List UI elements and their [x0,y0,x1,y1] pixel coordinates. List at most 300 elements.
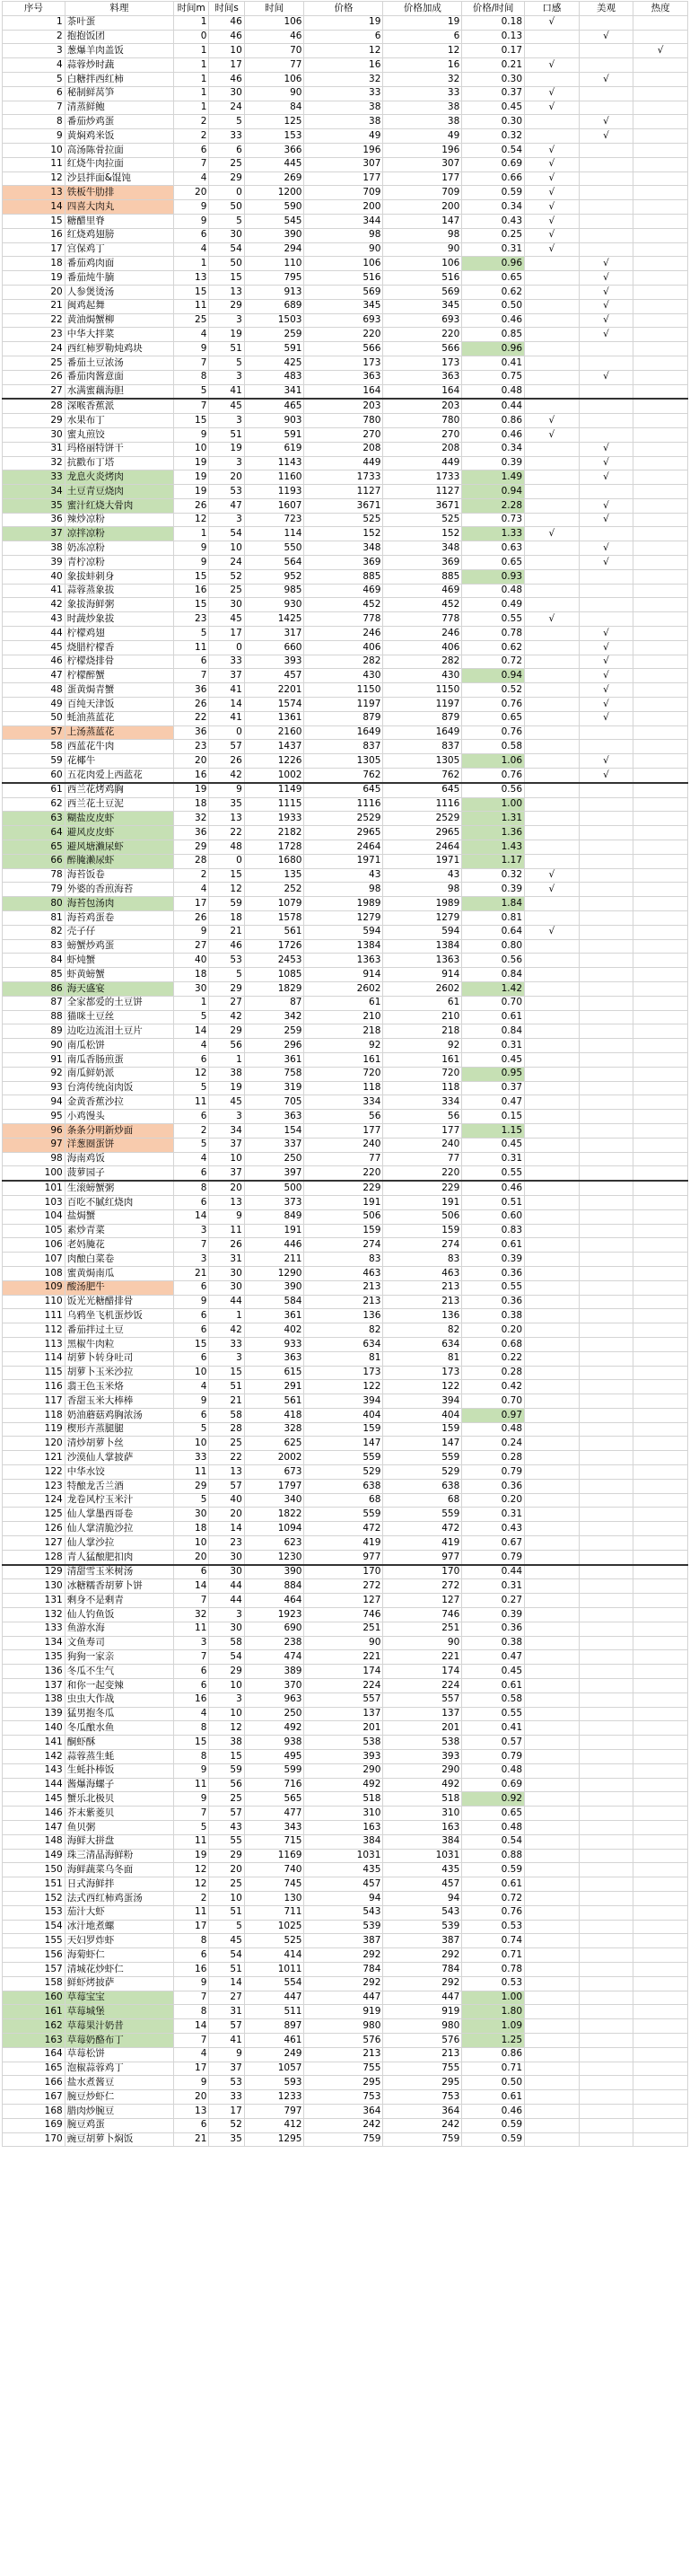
cell-heat [633,1763,688,1778]
cell-taste [525,2104,580,2118]
cell-heat [633,2033,688,2047]
cell-time-min: 1 [173,58,208,73]
cell-price-bonus: 449 [383,456,462,470]
cell-price-per-time: 0.58 [462,1692,525,1707]
cell-time-min: 2 [173,115,208,129]
cell-time: 525 [244,1934,304,1948]
cell-looks [579,1920,633,1934]
cell-time-sec: 31 [209,2005,244,2019]
cell-time-min: 9 [173,925,208,939]
cell-price-per-time: 0.20 [462,1493,525,1508]
cell-looks [579,1479,633,1493]
cell-heat [633,1792,688,1807]
cell-time-min: 36 [173,683,208,698]
cell-price-per-time: 0.41 [462,1721,525,1736]
cell-price-per-time: 1.84 [462,897,525,911]
cell-time-sec: 5 [209,356,244,370]
cell-index: 136 [3,1665,66,1679]
cell-price: 1363 [304,954,383,968]
table-row [3,1948,688,1963]
table-row [3,30,688,44]
cell-dish: 番茄炒鸡蛋 [65,115,173,129]
cell-time-min: 9 [173,342,208,356]
cell-price-bonus: 539 [383,1920,462,1934]
cell-time-sec: 25 [209,1877,244,1892]
cell-price-bonus: 755 [383,2062,462,2076]
cell-heat [633,257,688,271]
cell-price-per-time: 2.28 [462,498,525,513]
cell-price-per-time: 1.42 [462,981,525,996]
cell-price-per-time: 0.57 [462,1736,525,1750]
table-row [3,1010,688,1024]
cell-dish: 象拔蚌刺身 [65,569,173,584]
cell-looks [579,414,633,428]
cell-time-min: 15 [173,598,208,612]
table-row [3,854,688,868]
cell-looks [579,2076,633,2090]
cell-price: 406 [304,640,383,655]
cell-dish: 冬瓜不生气 [65,1665,173,1679]
cell-dish: 老妈腌花 [65,1238,173,1253]
cell-dish: 糊盐皮皮虾 [65,812,173,826]
cell-time-sec: 46 [209,15,244,30]
cell-dish: 高汤陈骨拉面 [65,143,173,157]
cell-taste [525,1010,580,1024]
cell-time-min: 6 [173,143,208,157]
cell-price-per-time: 0.56 [462,783,525,797]
cell-taste [525,485,580,499]
cell-heat [633,1920,688,1934]
cell-taste [525,2062,580,2076]
cell-time: 1094 [244,1522,304,1536]
cell-time: 414 [244,1948,304,1963]
cell-price-per-time: 0.64 [462,925,525,939]
cell-taste [525,1565,580,1579]
header-time-min: 时间m [173,2,208,16]
cell-price: 2602 [304,981,383,996]
cell-dish: 中华水饺 [65,1465,173,1480]
cell-dish: 青人猛酿肥扣肉 [65,1550,173,1564]
cell-price: 430 [304,669,383,683]
cell-index: 5 [3,72,66,86]
cell-time: 1002 [244,769,304,783]
cell-looks [579,1253,633,1267]
cell-taste [525,655,580,669]
cell-index: 116 [3,1380,66,1394]
cell-dish: 盐焗蟹 [65,1209,173,1224]
cell-index: 23 [3,328,66,342]
cell-dish: 闽鸡起舞 [65,299,173,313]
cell-time: 1115 [244,797,304,812]
cell-dish: 沙县拌面&馄饨 [65,171,173,186]
cell-looks [579,58,633,73]
cell-price: 56 [304,1110,383,1124]
cell-heat [633,1351,688,1366]
table-row [3,698,688,712]
cell-looks [579,1665,633,1679]
cell-looks: √ [579,669,633,683]
cell-index: 83 [3,939,66,954]
table-row [3,342,688,356]
cell-price: 229 [304,1181,383,1195]
cell-looks [579,1110,633,1124]
cell-dish: 小鸡馒头 [65,1110,173,1124]
cell-price-per-time: 0.78 [462,627,525,641]
cell-price: 221 [304,1650,383,1665]
cell-time-sec: 35 [209,2132,244,2147]
table-row [3,1067,688,1081]
cell-price: 780 [304,414,383,428]
cell-looks [579,2033,633,2047]
cell-time-sec: 37 [209,1138,244,1152]
cell-time-min: 26 [173,911,208,926]
cell-taste [525,1238,580,1253]
cell-index: 158 [3,1976,66,1991]
cell-price-per-time: 0.20 [462,1323,525,1338]
cell-time: 153 [244,129,304,144]
cell-index: 37 [3,527,66,541]
table-row [3,1750,688,1764]
cell-price-bonus: 203 [383,399,462,413]
cell-looks [579,1451,633,1465]
header-row [3,2,688,16]
cell-dish: 奶油蘑菇鸡胸浓汤 [65,1408,173,1422]
cell-time-sec: 26 [209,1238,244,1253]
cell-price-bonus: 1649 [383,725,462,740]
cell-dish: 奶冻凉粉 [65,541,173,556]
cell-time: 690 [244,1622,304,1636]
cell-price-per-time: 0.61 [462,1238,525,1253]
cell-heat [633,1707,688,1721]
cell-price-per-time: 0.30 [462,72,525,86]
cell-time-min: 16 [173,1692,208,1707]
cell-dish: 沙漠仙人掌披萨 [65,1451,173,1465]
cell-time-min: 22 [173,711,208,725]
cell-dish: 醉腌濑尿虾 [65,854,173,868]
cell-index: 48 [3,683,66,698]
cell-time: 130 [244,1891,304,1905]
cell-time-sec: 33 [209,129,244,144]
cell-time-min: 6 [173,1195,208,1209]
cell-price-per-time: 0.76 [462,769,525,783]
cell-time-sec: 13 [209,812,244,826]
cell-price: 127 [304,1594,383,1608]
cell-dish: 黄焖鸡米饭 [65,129,173,144]
cell-taste [525,1266,580,1280]
cell-price-bonus: 919 [383,2005,462,2019]
cell-time-sec: 0 [209,725,244,740]
cell-time: 615 [244,1366,304,1380]
cell-looks [579,1778,633,1792]
cell-price-bonus: 472 [383,1522,462,1536]
cell-time-sec: 19 [209,328,244,342]
cell-time-min: 11 [173,1465,208,1480]
cell-dish: 蜜汁红烧大骨肉 [65,498,173,513]
table-row [3,1622,688,1636]
cell-heat [633,2005,688,2019]
table-row [3,711,688,725]
cell-price-per-time: 0.79 [462,1550,525,1564]
cell-dish: 蜜黄焗南瓜 [65,1266,173,1280]
cell-heat [633,414,688,428]
cell-time: 249 [244,2047,304,2062]
table-row [3,1408,688,1422]
table-row [3,427,688,442]
cell-price: 529 [304,1465,383,1480]
cell-heat [633,498,688,513]
cell-time-min: 20 [173,2090,208,2105]
cell-time-min: 16 [173,1962,208,1976]
cell-price-bonus: 173 [383,1366,462,1380]
cell-time-sec: 31 [209,1253,244,1267]
cell-dish: 秘制鲜莴笋 [65,86,173,101]
cell-time-min: 30 [173,1508,208,1522]
cell-price-bonus: 159 [383,1422,462,1437]
table-row [3,840,688,855]
table-row [3,541,688,556]
cell-dish: 鱼游水海 [65,1622,173,1636]
cell-dish: 清炒胡萝卜丝 [65,1437,173,1451]
cell-looks [579,143,633,157]
cell-taste [525,129,580,144]
cell-time-min: 7 [173,1650,208,1665]
cell-dish: 金黄香蕉沙拉 [65,1095,173,1110]
table-row [3,186,688,200]
cell-time: 446 [244,1238,304,1253]
cell-heat [633,556,688,570]
cell-looks: √ [579,498,633,513]
cell-price-per-time: 0.30 [462,115,525,129]
cell-taste [525,1679,580,1693]
cell-price-per-time: 0.54 [462,1834,525,1849]
cell-price-per-time: 0.55 [462,1280,525,1295]
cell-index: 123 [3,1479,66,1493]
cell-price-per-time: 0.59 [462,2132,525,2147]
cell-index: 114 [3,1351,66,1366]
cell-time-min: 4 [173,242,208,257]
cell-time-sec: 6 [209,143,244,157]
cell-time: 795 [244,271,304,286]
cell-time-min: 19 [173,485,208,499]
cell-heat [633,1309,688,1323]
cell-price: 759 [304,2132,383,2147]
cell-price-per-time: 0.45 [462,1665,525,1679]
cell-price-bonus: 452 [383,598,462,612]
cell-price-per-time: 0.34 [462,442,525,456]
cell-time: 474 [244,1650,304,1665]
cell-taste [525,257,580,271]
cell-looks [579,1750,633,1764]
cell-time-sec: 30 [209,1550,244,1564]
cell-price-bonus: 246 [383,627,462,641]
cell-heat [633,1451,688,1465]
cell-heat [633,598,688,612]
cell-dish: 草莓奶酪布丁 [65,2033,173,2047]
cell-time: 1230 [244,1550,304,1564]
cell-heat [633,356,688,370]
cell-price-per-time: 0.37 [462,1081,525,1095]
cell-price-bonus: 147 [383,1437,462,1451]
cell-index: 64 [3,826,66,840]
cell-looks [579,1792,633,1807]
cell-time: 154 [244,1123,304,1138]
cell-taste [525,1394,580,1409]
cell-looks [579,1565,633,1579]
cell-time-min: 7 [173,1991,208,2005]
table-row [3,1095,688,1110]
table-row [3,1323,688,1338]
cell-taste [525,1209,580,1224]
cell-price: 1649 [304,725,383,740]
cell-time: 296 [244,1039,304,1053]
cell-price-bonus: 224 [383,1679,462,1693]
cell-taste [525,1408,580,1422]
cell-time: 269 [244,171,304,186]
cell-dish: 豌豆胡萝卜焖饭 [65,2132,173,2147]
cell-time: 625 [244,1437,304,1451]
cell-price-bonus: 406 [383,640,462,655]
cell-taste [525,313,580,328]
table-row [3,157,688,171]
cell-looks [579,1209,633,1224]
cell-time: 461 [244,2033,304,2047]
cell-heat [633,485,688,499]
cell-price-bonus: 38 [383,115,462,129]
header-dish: 料理 [65,2,173,16]
cell-price-per-time: 1.00 [462,797,525,812]
cell-index: 96 [3,1123,66,1138]
cell-dish: 盐水煮酱豆 [65,2076,173,2090]
cell-index: 61 [3,783,66,797]
cell-time-sec: 46 [209,30,244,44]
cell-index: 9 [3,129,66,144]
cell-time-min: 1 [173,257,208,271]
cell-looks [579,1976,633,1991]
cell-looks [579,1323,633,1338]
cell-looks [579,2047,633,2062]
header-taste: 口感 [525,2,580,16]
cell-dish: 百吃不腻红烧肉 [65,1195,173,1209]
cell-taste: √ [525,15,580,30]
cell-index: 18 [3,257,66,271]
cell-price-per-time: 0.72 [462,1891,525,1905]
cell-price-bonus: 90 [383,1636,462,1650]
cell-time-sec: 30 [209,1565,244,1579]
cell-price-bonus: 196 [383,143,462,157]
cell-time: 673 [244,1465,304,1480]
cell-price-bonus: 242 [383,2118,462,2132]
cell-price: 2965 [304,826,383,840]
cell-time: 689 [244,299,304,313]
cell-price-bonus: 645 [383,783,462,797]
cell-index: 36 [3,513,66,527]
cell-price-bonus: 518 [383,1792,462,1807]
table-row [3,1905,688,1920]
cell-dish: 螃蟹炒鸡蛋 [65,939,173,954]
cell-price: 492 [304,1778,383,1792]
cell-dish: 猛男抱冬瓜 [65,1707,173,1721]
cell-taste [525,370,580,384]
cell-price-bonus: 762 [383,769,462,783]
table-row [3,925,688,939]
cell-time: 2182 [244,826,304,840]
cell-price-bonus: 82 [383,1323,462,1338]
cell-dish: 腕豆鸡蛋 [65,2118,173,2132]
cell-dish: 海南鸡饭 [65,1152,173,1166]
cell-price-per-time: 1.09 [462,2019,525,2034]
cell-looks [579,981,633,996]
cell-taste: √ [525,883,580,897]
cell-price: 43 [304,868,383,883]
cell-price: 2464 [304,840,383,855]
cell-price-per-time: 0.81 [462,911,525,926]
cell-dish: 蒜蓉炒时蔬 [65,58,173,73]
cell-dish: 法式西红柿鸡蛋汤 [65,1891,173,1905]
cell-dish: 辣炒凉粉 [65,513,173,527]
cell-price-per-time: 0.95 [462,1067,525,1081]
table-row [3,1394,688,1409]
cell-heat [633,1024,688,1039]
cell-time-sec: 34 [209,1123,244,1138]
cell-price: 1031 [304,1849,383,1863]
cell-dish: 番茄鸡肉面 [65,257,173,271]
cell-dish: 条条分明新炒面 [65,1123,173,1138]
cell-dish: 冬瓜酿水鱼 [65,1721,173,1736]
cell-price: 634 [304,1337,383,1351]
cell-taste [525,1650,580,1665]
cell-time: 1143 [244,456,304,470]
cell-price: 173 [304,356,383,370]
cell-time: 363 [244,1351,304,1366]
cell-price: 38 [304,101,383,115]
cell-dish: 番茄拌过土豆 [65,1323,173,1338]
cell-price: 447 [304,1991,383,2005]
cell-time-min: 23 [173,612,208,627]
cell-taste [525,840,580,855]
cell-taste: √ [525,58,580,73]
cell-taste [525,456,580,470]
cell-dish: 百纯天津饭 [65,698,173,712]
cell-price-per-time: 0.80 [462,939,525,954]
cell-looks [579,1594,633,1608]
cell-heat [633,1067,688,1081]
cell-time-min: 19 [173,470,208,485]
cell-looks: √ [579,769,633,783]
cell-dish: 香甜玉米大棒棒 [65,1394,173,1409]
table-row [3,1209,688,1224]
cell-dish: 避风塘濑尿虾 [65,840,173,855]
cell-dish: 剩身不是剩青 [65,1594,173,1608]
cell-index: 28 [3,399,66,413]
cell-taste [525,498,580,513]
cell-index: 79 [3,883,66,897]
table-row [3,981,688,996]
cell-price-bonus: 221 [383,1650,462,1665]
cell-price: 1989 [304,897,383,911]
table-row [3,1280,688,1295]
cell-looks: √ [579,313,633,328]
cell-taste [525,2033,580,2047]
table-row [3,2118,688,2132]
cell-time: 591 [244,342,304,356]
cell-price-bonus: 345 [383,299,462,313]
cell-time: 1933 [244,812,304,826]
cell-heat [633,541,688,556]
cell-dish: 胡萝卜玉米沙拉 [65,1366,173,1380]
cell-heat [633,1849,688,1863]
cell-price-bonus: 161 [383,1052,462,1067]
cell-price-bonus: 2464 [383,840,462,855]
